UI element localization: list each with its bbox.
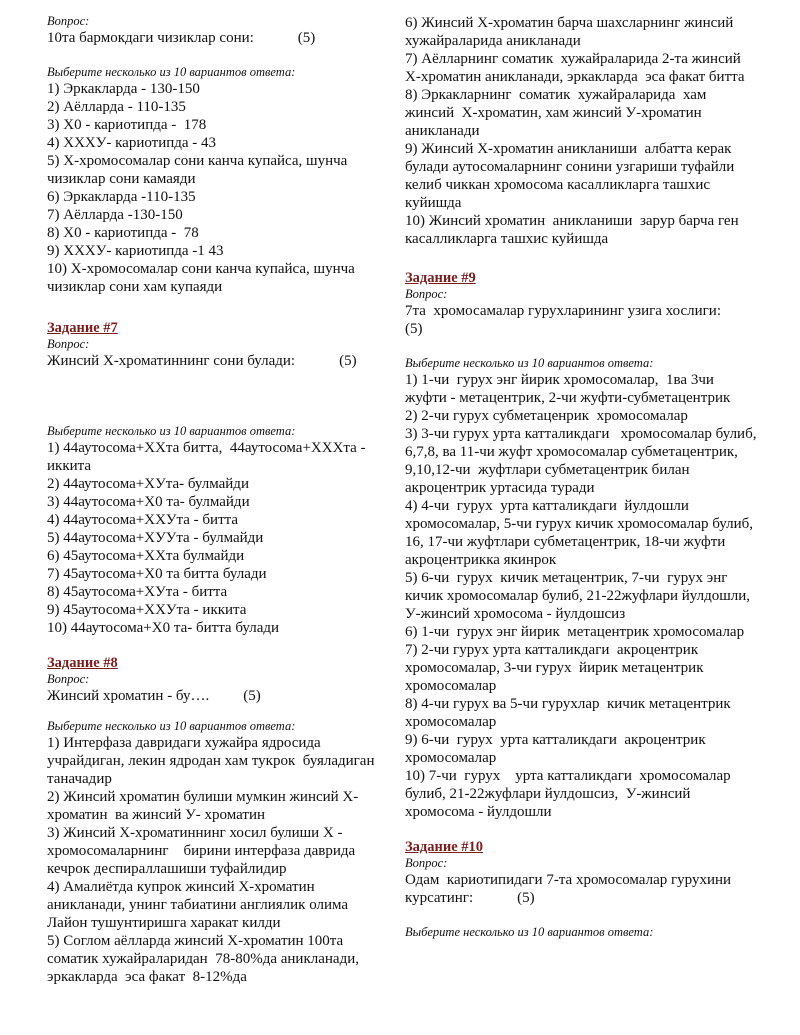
question-label: Вопрос: xyxy=(47,337,90,351)
answer-hint: Выберите несколько из 10 вариантов ответа: xyxy=(405,356,654,370)
right-column xyxy=(405,14,764,940)
answer-option: 4) 4-чи гурух урта катталикдаги йулдошли хромосомалар, 5-чи гурух кичик хромосомалар булиб, 16, 17-чи жуфтлари субметацентрик, 18-чи жуфти акроцентрикка якинрок xyxy=(405,498,761,568)
answer-option: 6) Эркакларда -110-135 xyxy=(47,189,196,205)
answer-option: 3) Жинсий Х-хроматиннинг хосил булиши Х - хромосомаларнинг бирини интерфаза даврида кечрок деспираллашиши туфайлидир xyxy=(47,825,359,877)
question-text: 10та бармокдаги чизиклар сони: (5) xyxy=(47,30,316,46)
answer-option: 8) 45аутосома+ХУта - битта xyxy=(47,584,228,600)
question-text: Жинсий хроматин - бу…. (5) xyxy=(47,688,261,704)
answer-option: 6) 45аутосома+ХХта булмайди xyxy=(47,548,245,564)
answer-hint: Выберите несколько из 10 вариантов ответа: xyxy=(47,65,296,79)
question-label: Вопрос: xyxy=(405,287,448,301)
question-text: Одам кариотипидаги 7-та хромосомалар гурухини курсатинг: (5) xyxy=(405,872,735,906)
answer-option: 7) 2-чи гурух урта катталикдаги акроцентрик хромосомалар, 3-чи гурух йирик метацентрик хромосомалар xyxy=(405,642,708,694)
answer-option: 9) Жинсий Х-хроматин аникланиши албатта керак булади аутосомаларнинг сонини узгариши туфайли келиб чиккан хромосома касалликларга ташхис куйишда xyxy=(405,141,739,211)
task-title: Задание #10 xyxy=(405,839,484,855)
question-text: 7та хромосамалар гурухларининг узига хослиги: (5) xyxy=(405,303,721,337)
answer-option: 7) Аёлларнинг соматик хужайраларида 2-та жинсий Х-хроматин аникланади, эркакларда эса факат битта xyxy=(405,51,745,85)
answer-option: 8) 4-чи гурух ва 5-чи гурухлар кичик метацентрик хромосомалар xyxy=(405,696,735,730)
task-8-block xyxy=(47,655,387,986)
task-8-continued xyxy=(405,14,757,248)
task-title: Задание #9 xyxy=(405,270,476,286)
answer-option: 3) 3-чи гурух урта катталикдаги хромосомалар булиб, 6,7,8, ва 11-чи жуфт хромосомалар субметацентрик, 9,10,12-чи жуфтлари субметацентрик билан акроцентрик уртасида туради xyxy=(405,426,764,496)
answer-option: 6) Жинсий Х-хроматин барча шахсларнинг жинсий хужайраларида аникланади xyxy=(405,15,738,49)
answer-option: 5) 44аутосома+ХУУта - булмайди xyxy=(47,530,264,546)
question-text: Жинсий Х-хроматиннинг сони булади: (5) xyxy=(47,353,357,369)
answer-option: 1) 44аутосома+ХХта битта, 44аутосома+ХХХта - иккита xyxy=(47,440,370,474)
task-10-block xyxy=(405,839,757,940)
answer-option: 5) Х-хромосомалар сони канча купайса, шунча чизиклар сони камаяди xyxy=(47,153,352,187)
score: (5) xyxy=(517,890,535,906)
answer-option: 9) 6-чи гурух урта катталикдаги акроцентрик хромосомалар xyxy=(405,732,710,766)
answer-option: 1) Эркакларда - 130-150 xyxy=(47,81,200,97)
answer-option: 4) ХХХУ- кариотипда - 43 xyxy=(47,135,217,151)
answer-hint: Выберите несколько из 10 вариантов ответа: xyxy=(47,719,296,733)
answer-option: 5) 6-чи гурух кичик метацентрик, 7-чи гурух энг кичик хромосомалар булиб, 21-22жуфлари йулдошли, У-жинсий хромосома - йулдошсиз xyxy=(405,570,758,622)
answer-hint: Выберите несколько из 10 вариантов ответа: xyxy=(405,925,654,939)
question-label: Вопрос: xyxy=(405,856,448,870)
left-column xyxy=(47,14,387,986)
answer-option: 9) 45аутосома+ХХУта - иккита xyxy=(47,602,247,618)
answer-option: 8) Х0 - кариотипда - 78 xyxy=(47,225,199,241)
task-7-block xyxy=(47,320,387,637)
answer-option: 4) Амалиётда купрок жинсий Х-хроматин аникланади, унинг табиатини англиялик олима Лайон тушунтиришга харакат килди xyxy=(47,879,352,931)
task-title: Задание #7 xyxy=(47,320,118,336)
score: (5) xyxy=(339,353,357,369)
answer-option: 10) 44аутосома+Х0 та- битта булади xyxy=(47,620,280,636)
score: (5) xyxy=(297,30,316,46)
answer-option: 2) Жинсий хроматин булиши мумкин жинсий Х-хроматин ва жинсий У- хроматин xyxy=(47,789,359,823)
answer-option: 2) 2-чи гурух субметаценрик хромосомалар xyxy=(405,408,688,424)
answer-option: 3) Х0 - кариотипда - 178 xyxy=(47,117,207,133)
answer-option: 10) 7-чи гурух урта катталикдаги хромосомалар булиб, 21-22жуфлари йулдошсиз, У-жинсий хромосома - йулдошли xyxy=(405,768,735,820)
question-6-block xyxy=(47,14,387,296)
answer-option: 5) Соглом аёлларда жинсий Х-хроматин 100та соматик хужайраларидан 78-80%да аникланади, эркакларда эса факат 8-12%да xyxy=(47,933,363,985)
answer-option: 7) Аёлларда -130-150 xyxy=(47,207,183,223)
score: (5) xyxy=(243,688,261,704)
question-label: Вопрос: xyxy=(47,672,90,686)
answer-option: 10) Х-хромосомалар сони канча купайса, шунча чизиклар сони хам купаяди xyxy=(47,261,359,295)
task-9-block xyxy=(405,270,764,821)
answer-option: 6) 1-чи гурух энг йирик метацентрик хромосомалар xyxy=(405,624,745,640)
answer-option: 2) Аёлларда - 110-135 xyxy=(47,99,186,115)
answer-option: 4) 44аутосома+ХХУта - битта xyxy=(47,512,239,528)
question-label: Вопрос: xyxy=(47,14,90,28)
answer-option: 8) Эркакларнинг соматик хужайраларида хам жинсий Х-хроматин, хам жинсий У-хроматин аникланади xyxy=(405,87,711,139)
answer-option: 1) 1-чи гурух энг йирик хромосомалар, 1ва 3чи жуфти - метацентрик, 2-чи жуфти-субметацентрик xyxy=(405,372,731,406)
answer-option: 3) 44аутосома+Х0 та- булмайди xyxy=(47,494,250,510)
answer-option: 1) Интерфаза давридаги хужайра ядросида учрайдиган, лекин ядродан хам тукрок буяладиган таначадир xyxy=(47,735,379,787)
task-title: Задание #8 xyxy=(47,655,118,671)
answer-option: 2) 44аутосома+ХУта- булмайди xyxy=(47,476,249,492)
answer-option: 9) ХХХУ- кариотипда -1 43 xyxy=(47,243,224,259)
answer-option: 10) Жинсий хроматин аникланиши зарур барча ген касалликларга ташхис куйишда xyxy=(405,213,743,247)
answer-option: 7) 45аутосома+Х0 та битта булади xyxy=(47,566,267,582)
answer-hint: Выберите несколько из 10 вариантов ответа: xyxy=(47,424,296,438)
